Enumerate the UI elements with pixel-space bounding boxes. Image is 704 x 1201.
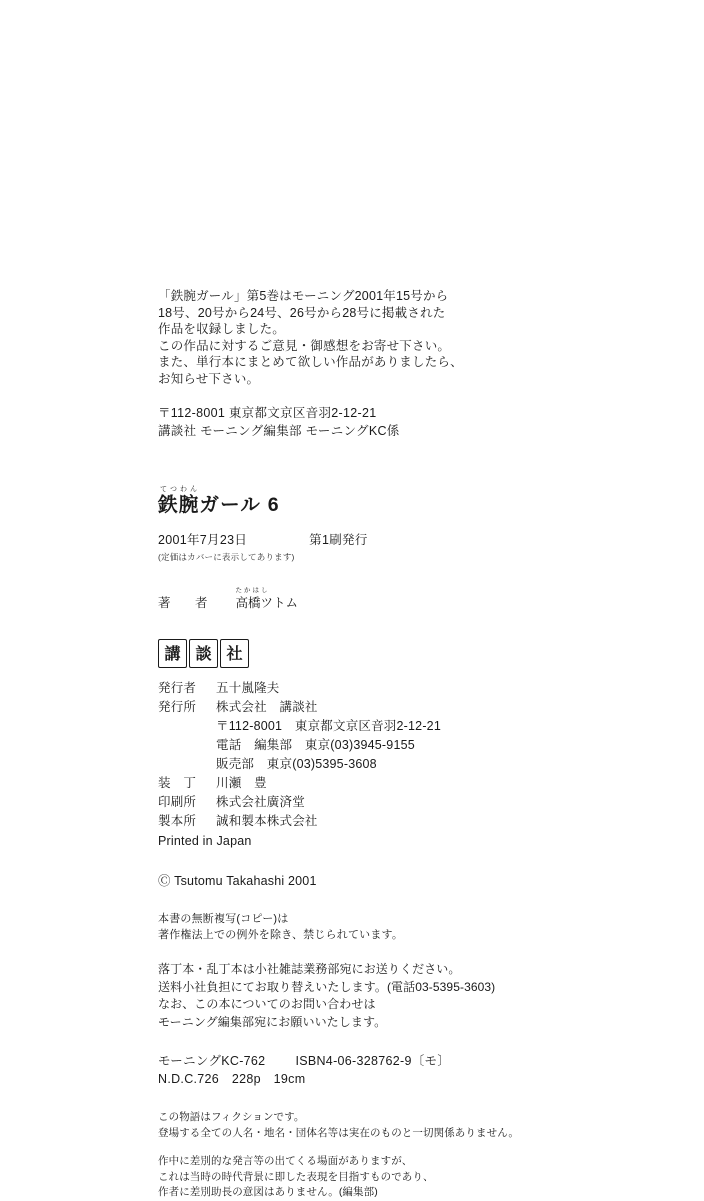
imprint-key: 製本所 — [158, 814, 197, 828]
defective-copy-notice — [158, 961, 578, 1031]
editorial-address — [158, 404, 578, 440]
serial-note-line: 「鉄腕ガール」第5巻はモーニング2001年15号から — [158, 289, 449, 303]
imprint-value: 五十嵐隆夫 — [216, 681, 280, 695]
code-row — [158, 1052, 578, 1070]
disclaimer-line: この物語はフィクションです。 — [158, 1111, 305, 1123]
imprint-value: 株式会社 講談社 — [216, 700, 318, 714]
imprint-value: 販売部 東京(03)5395-3608 — [216, 757, 377, 771]
publication-date: 2001年7月23日 — [158, 533, 248, 547]
disclaimer-line: 登場する全ての人名・地名・団体名等は実在のものと一切関係ありません。 — [158, 1126, 520, 1139]
notice-line: 著作権法上での例外を除き、禁じられています。 — [158, 929, 404, 941]
isbn-code: ISBN4-06-328762-9〔モ〕 — [295, 1054, 451, 1068]
author-ruby: たかはし — [235, 587, 270, 594]
copyright-line: Ⓒ Tsutomu Takahashi 2001 — [158, 874, 317, 888]
author-row — [158, 587, 578, 611]
imprint-value: 株式会社廣済堂 — [216, 795, 305, 809]
imprint-row — [158, 679, 578, 698]
serial-note-line: 作品を収録しました。 — [158, 322, 286, 336]
author-name-wrap — [235, 587, 299, 611]
copy-prohibition-notice — [158, 911, 578, 943]
printed-in-japan: Printed in Japan — [158, 834, 252, 848]
imprint-key: 装 丁 — [158, 776, 197, 790]
colophon-content — [158, 288, 578, 1201]
logo-char: 談 — [189, 639, 218, 668]
notice-line: 送料小社負担にてお取り替えいたします。(電話03-5395-3603) — [158, 979, 496, 994]
logo-char: 講 — [158, 639, 187, 668]
serialization-note — [158, 288, 578, 387]
notice-line: 本書の無断複写(コピー)は — [158, 913, 289, 925]
series-code: モーニングKC-762 — [158, 1054, 266, 1068]
book-title-block — [158, 486, 578, 517]
fiction-disclaimer — [158, 1110, 578, 1201]
imprint-row — [158, 793, 578, 812]
book-title: 鉄腕ガール 6 — [158, 494, 280, 516]
price-note: (定価はカバーに表示してあります) — [158, 552, 295, 562]
imprint-value: 川瀬 豊 — [216, 776, 267, 790]
imprint-row — [158, 698, 578, 717]
publication-date-row — [158, 530, 578, 548]
notice-line: なお、この本についてのお問い合わせは — [158, 997, 376, 1011]
title-ruby: てつわん — [160, 486, 200, 493]
author-label: 著 者 — [158, 596, 214, 610]
code-row — [158, 1070, 578, 1088]
serial-note-line: 18号、20号から24号、26号から28号に掲載された — [158, 305, 446, 320]
imprint-key: 発行所 — [158, 700, 197, 714]
disclaimer-line: これは当時の時代背景に即した表現を目指すものであり、 — [158, 1170, 434, 1183]
catalog-codes — [158, 1052, 578, 1088]
disclaimer-line: 作者に差別助長の意図はありません。(編集部) — [158, 1186, 378, 1198]
logo-char: 社 — [220, 639, 249, 668]
ndc-code: N.D.C.726 228p 19cm — [158, 1072, 306, 1086]
serial-note-line: この作品に対するご意見・御感想をお寄せ下さい。 — [158, 338, 451, 353]
imprint-row — [158, 774, 578, 793]
serial-note-line: また、単行本にまとめて欲しい作品がありましたら、 — [158, 355, 463, 369]
imprint-value: 電話 編集部 東京(03)3945-9155 — [216, 738, 415, 752]
disclaimer-line: 作中に差別的な発言等の出てくる場面がありますが、 — [158, 1155, 413, 1167]
imprint-row — [158, 736, 578, 755]
serial-note-line: お知らせ下さい。 — [158, 371, 260, 386]
notice-line: 落丁本・乱丁本は小社雑誌業務部宛にお送りください。 — [158, 962, 461, 976]
imprint-details — [158, 679, 578, 851]
imprint-key: 印刷所 — [158, 795, 197, 809]
imprint-row — [158, 717, 578, 736]
notice-line: モーニング編集部宛にお願いいたします。 — [158, 1014, 387, 1029]
imprint-row — [158, 755, 578, 774]
imprint-row — [158, 812, 578, 831]
imprint-value: 〒112-8001 東京都文京区音羽2-12-21 — [216, 719, 441, 733]
imprint-value: 誠和製本株式会社 — [216, 814, 318, 828]
address-line: 〒112-8001 東京都文京区音羽2-12-21 — [158, 406, 377, 420]
imprint-key: 発行者 — [158, 681, 197, 695]
author-name: 高橋ツトム — [235, 596, 299, 610]
kodansha-logo — [158, 639, 578, 668]
edition-label: 第1刷発行 — [309, 533, 368, 547]
address-line: 講談社 モーニング編集部 モーニングKC係 — [158, 424, 400, 438]
